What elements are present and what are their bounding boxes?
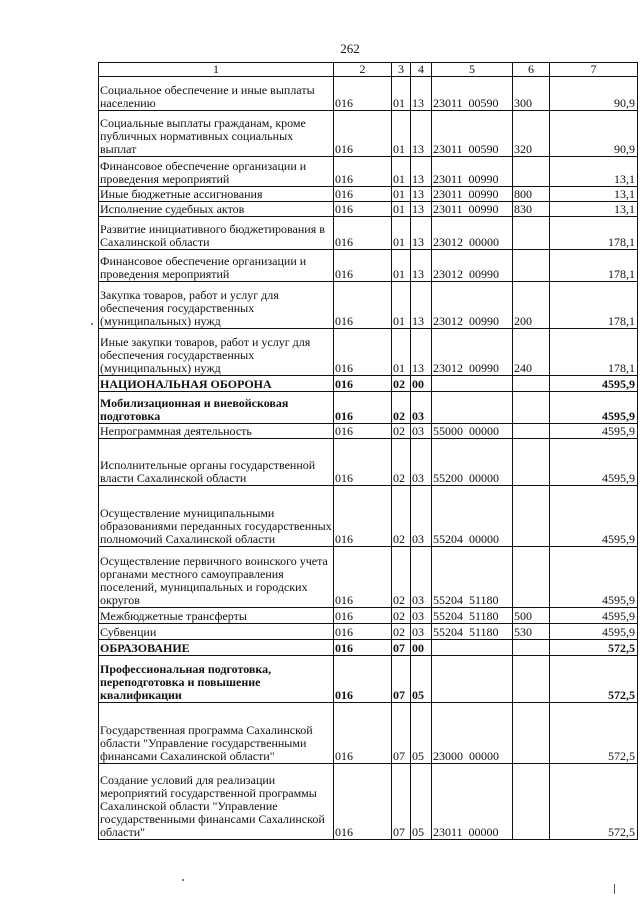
table-row xyxy=(99,217,638,250)
row-pr-cell: 03 xyxy=(411,547,432,608)
table-row xyxy=(99,392,638,424)
row-ved-cell: 016 xyxy=(334,624,392,640)
table-row xyxy=(99,329,638,376)
row-ved-cell: 016 xyxy=(334,764,392,840)
row-vr-cell: 300 xyxy=(513,77,550,111)
row-sum-cell: 178,1 xyxy=(550,250,638,282)
row-name-cell: Исполнительные органы государственной власти Сахалинской области xyxy=(99,439,334,486)
row-csr-cell xyxy=(432,640,513,656)
row-sum-cell: 90,9 xyxy=(550,77,638,111)
row-vr-cell xyxy=(513,703,550,764)
row-sum-cell: 572,5 xyxy=(550,640,638,656)
row-vr-cell xyxy=(513,157,550,187)
table-row xyxy=(99,111,638,157)
row-rz-cell: 02 xyxy=(392,608,411,624)
row-name-cell: Исполнение судебных актов xyxy=(99,202,334,217)
row-name-cell: Государственная программа Сахалинской области "Управление государственными финансами Сахалинской области" xyxy=(99,703,334,764)
row-rz-cell: 01 xyxy=(392,282,411,329)
row-rz-cell: 07 xyxy=(392,640,411,656)
row-csr-cell: 23011 00000 xyxy=(432,764,513,840)
row-rz-cell: 01 xyxy=(392,250,411,282)
row-rz-cell: 01 xyxy=(392,157,411,187)
row-csr-cell xyxy=(432,656,513,703)
scan-speck xyxy=(182,879,184,881)
table-row xyxy=(99,547,638,608)
row-rz-cell: 02 xyxy=(392,439,411,486)
table-row xyxy=(99,77,638,111)
row-sum-cell: 13,1 xyxy=(550,187,638,202)
row-name-cell: Иные бюджетные ассигнования xyxy=(99,187,334,202)
column-header-6: 6 xyxy=(513,63,550,77)
row-ved-cell: 016 xyxy=(334,329,392,376)
row-pr-cell: 13 xyxy=(411,202,432,217)
row-vr-cell xyxy=(513,640,550,656)
table-row xyxy=(99,764,638,840)
row-name-cell: Социальное обеспечение и иные выплаты населению xyxy=(99,77,334,111)
row-name-cell: Развитие инициативного бюджетирования в Сахалинской области xyxy=(99,217,334,250)
row-sum-cell: 178,1 xyxy=(550,282,638,329)
row-sum-cell: 4595,9 xyxy=(550,486,638,547)
row-name-cell: Иные закупки товаров, работ и услуг для обеспечения государственных (муниципальных) нужд xyxy=(99,329,334,376)
row-sum-cell: 572,5 xyxy=(550,703,638,764)
row-sum-cell: 4595,9 xyxy=(550,376,638,392)
budget-table xyxy=(98,62,638,840)
row-pr-cell: 00 xyxy=(411,376,432,392)
row-vr-cell xyxy=(513,424,550,439)
row-pr-cell: 03 xyxy=(411,624,432,640)
row-ved-cell: 016 xyxy=(334,187,392,202)
row-pr-cell: 13 xyxy=(411,187,432,202)
row-ved-cell: 016 xyxy=(334,640,392,656)
row-vr-cell xyxy=(513,250,550,282)
row-csr-cell: 55000 00000 xyxy=(432,424,513,439)
row-vr-cell: 530 xyxy=(513,624,550,640)
table-row xyxy=(99,187,638,202)
row-ved-cell: 016 xyxy=(334,376,392,392)
row-vr-cell xyxy=(513,217,550,250)
column-header-1: 1 xyxy=(99,63,334,77)
row-vr-cell: 200 xyxy=(513,282,550,329)
row-ved-cell: 016 xyxy=(334,250,392,282)
row-name-cell: Межбюджетные трансферты xyxy=(99,608,334,624)
row-csr-cell: 55204 51180 xyxy=(432,547,513,608)
row-pr-cell: 13 xyxy=(411,282,432,329)
row-name-cell: Закупка товаров, работ и услуг для обеспечения государственных (муниципальных) нужд xyxy=(99,282,334,329)
row-vr-cell: 830 xyxy=(513,202,550,217)
row-vr-cell xyxy=(513,376,550,392)
row-ved-cell: 016 xyxy=(334,157,392,187)
column-header-2: 2 xyxy=(334,63,392,77)
page-number: 262 xyxy=(340,41,360,56)
row-name-cell: Финансовое обеспечение организации и проведения мероприятий xyxy=(99,250,334,282)
table-row xyxy=(99,376,638,392)
row-ved-cell: 016 xyxy=(334,392,392,424)
row-pr-cell: 13 xyxy=(411,157,432,187)
row-name-cell: Профессиональная подготовка, переподготовка и повышение квалификации xyxy=(99,656,334,703)
row-rz-cell: 01 xyxy=(392,111,411,157)
row-csr-cell: 23011 00590 xyxy=(432,77,513,111)
table-row xyxy=(99,624,638,640)
row-sum-cell: 13,1 xyxy=(550,202,638,217)
table-body xyxy=(99,77,638,840)
row-sum-cell: 4595,9 xyxy=(550,439,638,486)
row-csr-cell: 23011 00590 xyxy=(432,111,513,157)
row-rz-cell: 01 xyxy=(392,217,411,250)
table-row xyxy=(99,486,638,547)
row-ved-cell: 016 xyxy=(334,439,392,486)
row-csr-cell: 55204 51180 xyxy=(432,608,513,624)
row-ved-cell: 016 xyxy=(334,424,392,439)
scan-speck xyxy=(91,323,93,325)
row-csr-cell: 55204 00000 xyxy=(432,486,513,547)
table-row xyxy=(99,703,638,764)
row-ved-cell: 016 xyxy=(334,608,392,624)
table-row xyxy=(99,608,638,624)
scan-mark xyxy=(614,884,615,894)
row-vr-cell: 500 xyxy=(513,608,550,624)
row-csr-cell: 23011 00990 xyxy=(432,187,513,202)
row-vr-cell xyxy=(513,764,550,840)
row-sum-cell: 4595,9 xyxy=(550,392,638,424)
table-row xyxy=(99,640,638,656)
row-sum-cell: 572,5 xyxy=(550,656,638,703)
row-csr-cell xyxy=(432,376,513,392)
row-rz-cell: 02 xyxy=(392,376,411,392)
row-ved-cell: 016 xyxy=(334,111,392,157)
row-name-cell: Социальные выплаты гражданам, кроме публичных нормативных социальных выплат xyxy=(99,111,334,157)
row-rz-cell: 01 xyxy=(392,329,411,376)
column-header-3: 3 xyxy=(392,63,411,77)
column-header-4: 4 xyxy=(411,63,432,77)
row-rz-cell: 02 xyxy=(392,624,411,640)
row-name-cell: Субвенции xyxy=(99,624,334,640)
row-name-cell: НАЦИОНАЛЬНАЯ ОБОРОНА xyxy=(99,376,334,392)
row-ved-cell: 016 xyxy=(334,486,392,547)
row-csr-cell: 55204 51180 xyxy=(432,624,513,640)
row-name-cell: Непрограммная деятельность xyxy=(99,424,334,439)
row-pr-cell: 05 xyxy=(411,703,432,764)
row-rz-cell: 02 xyxy=(392,392,411,424)
table-row xyxy=(99,656,638,703)
row-pr-cell: 05 xyxy=(411,656,432,703)
row-pr-cell: 03 xyxy=(411,608,432,624)
row-vr-cell xyxy=(513,486,550,547)
row-name-cell: Осуществление первичного воинского учета органами местного самоуправления поселений, муниципальных и городских округов xyxy=(99,547,334,608)
row-name-cell: Осуществление муниципальными образованиями переданных государственных полномочий Сахалинской области xyxy=(99,486,334,547)
row-sum-cell: 572,5 xyxy=(550,764,638,840)
column-header-7: 7 xyxy=(550,63,638,77)
row-pr-cell: 13 xyxy=(411,329,432,376)
row-ved-cell: 016 xyxy=(334,282,392,329)
row-pr-cell: 05 xyxy=(411,764,432,840)
row-csr-cell: 23000 00000 xyxy=(432,703,513,764)
row-pr-cell: 13 xyxy=(411,111,432,157)
row-pr-cell: 03 xyxy=(411,439,432,486)
row-csr-cell: 23012 00990 xyxy=(432,329,513,376)
row-rz-cell: 01 xyxy=(392,202,411,217)
row-pr-cell: 13 xyxy=(411,217,432,250)
row-csr-cell: 55200 00000 xyxy=(432,439,513,486)
row-sum-cell: 90,9 xyxy=(550,111,638,157)
row-sum-cell: 4595,9 xyxy=(550,424,638,439)
row-name-cell: Финансовое обеспечение организации и проведения мероприятий xyxy=(99,157,334,187)
row-rz-cell: 01 xyxy=(392,77,411,111)
table-row xyxy=(99,282,638,329)
row-csr-cell: 23012 00990 xyxy=(432,282,513,329)
row-name-cell: Мобилизационная и вневойсковая подготовка xyxy=(99,392,334,424)
row-pr-cell: 03 xyxy=(411,424,432,439)
row-sum-cell: 4595,9 xyxy=(550,624,638,640)
row-vr-cell xyxy=(513,439,550,486)
row-sum-cell: 13,1 xyxy=(550,157,638,187)
row-vr-cell xyxy=(513,392,550,424)
row-sum-cell: 178,1 xyxy=(550,329,638,376)
row-rz-cell: 07 xyxy=(392,656,411,703)
row-csr-cell: 23012 00990 xyxy=(432,250,513,282)
row-vr-cell xyxy=(513,656,550,703)
row-pr-cell: 13 xyxy=(411,250,432,282)
row-ved-cell: 016 xyxy=(334,547,392,608)
row-csr-cell: 23012 00000 xyxy=(432,217,513,250)
row-csr-cell: 23011 00990 xyxy=(432,157,513,187)
row-rz-cell: 07 xyxy=(392,703,411,764)
table-row xyxy=(99,439,638,486)
row-sum-cell: 178,1 xyxy=(550,217,638,250)
row-rz-cell: 02 xyxy=(392,486,411,547)
row-vr-cell: 800 xyxy=(513,187,550,202)
row-rz-cell: 01 xyxy=(392,187,411,202)
row-vr-cell: 320 xyxy=(513,111,550,157)
row-name-cell: ОБРАЗОВАНИЕ xyxy=(99,640,334,656)
row-csr-cell: 23011 00990 xyxy=(432,202,513,217)
column-header-5: 5 xyxy=(432,63,513,77)
row-pr-cell: 00 xyxy=(411,640,432,656)
table-header-row xyxy=(99,63,638,77)
row-pr-cell: 03 xyxy=(411,486,432,547)
row-name-cell: Создание условий для реализации мероприятий государственной программы Сахалинской области "Управление государственными финансами Сахалинской области" xyxy=(99,764,334,840)
row-rz-cell: 02 xyxy=(392,424,411,439)
row-csr-cell xyxy=(432,392,513,424)
row-ved-cell: 016 xyxy=(334,217,392,250)
row-rz-cell: 07 xyxy=(392,764,411,840)
row-pr-cell: 13 xyxy=(411,77,432,111)
row-vr-cell: 240 xyxy=(513,329,550,376)
row-sum-cell: 4595,9 xyxy=(550,608,638,624)
row-ved-cell: 016 xyxy=(334,202,392,217)
table-row xyxy=(99,250,638,282)
row-ved-cell: 016 xyxy=(334,703,392,764)
row-vr-cell xyxy=(513,547,550,608)
row-pr-cell: 03 xyxy=(411,392,432,424)
table-row xyxy=(99,424,638,439)
row-ved-cell: 016 xyxy=(334,77,392,111)
row-rz-cell: 02 xyxy=(392,547,411,608)
table-row xyxy=(99,202,638,217)
row-ved-cell: 016 xyxy=(334,656,392,703)
table-row xyxy=(99,157,638,187)
row-sum-cell: 4595,9 xyxy=(550,547,638,608)
